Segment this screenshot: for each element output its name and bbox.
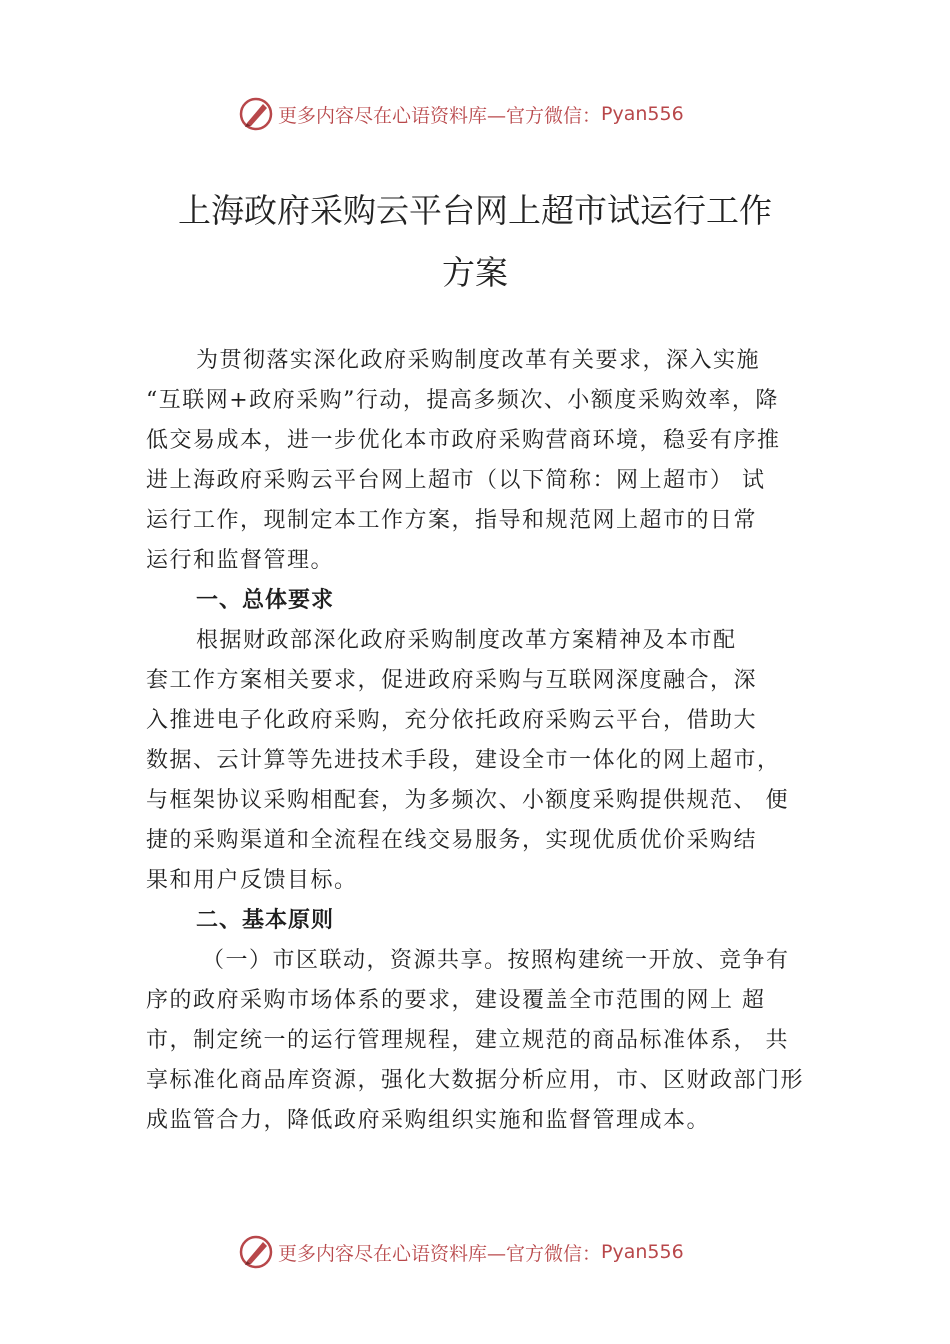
text-line: 与框架协议采购相配套，为多频次、小额度采购提供规范、 便 — [146, 788, 789, 813]
text-line: （一）市区联动，资源共享。按照构建统一开放、竞争有 — [202, 948, 790, 973]
text-line: 果和用户反馈目标。 — [146, 868, 358, 893]
text-line: 低交易成本，进一步优化本市政府采购营商环境，稳妥有序推 — [146, 428, 781, 453]
text-line: 进上海政府采购云平台网上超市（以下简称：网上超市） 试 — [146, 468, 766, 493]
text-line: “互联网+政府采购”行动，提高多频次、小额度采购效率，降 — [146, 388, 779, 413]
pen-logo-icon — [238, 96, 274, 132]
text-line: 运行和监督管理。 — [146, 548, 335, 573]
text-line: 根据财政部深化政府采购制度改革方案精神及本市配 — [196, 628, 737, 653]
banner-wechat-id: Pyan556 — [601, 1241, 684, 1263]
text-line: 数据、云计算等先进技术手段，建设全市一体化的网上超市， — [146, 748, 781, 773]
text-line: 成监管合力，降低政府采购组织实施和监督管理成本。 — [146, 1108, 711, 1133]
section-heading-1: 一、总体要求 — [196, 588, 335, 613]
text-line: 为贯彻落实深化政府采购制度改革有关要求，深入实施 — [196, 348, 761, 373]
banner-text: 更多内容尽在心语资料库—官方微信： — [278, 1242, 602, 1265]
text-line: 捷的采购渠道和全流程在线交易服务，实现优质优价采购结 — [146, 828, 758, 853]
section-heading-2: 二、基本原则 — [196, 908, 335, 933]
pen-logo-icon — [238, 1234, 274, 1270]
document-title — [120, 180, 830, 304]
text-line: 入推进电子化政府采购，充分依托政府采购云平台，借助大 — [146, 708, 758, 733]
text-line: 运行工作，现制定本工作方案，指导和规范网上超市的日常 — [146, 508, 758, 533]
footer-banner — [238, 1232, 684, 1272]
title-line-1: 上海政府采购云平台网上超市试运行工作 — [178, 191, 772, 230]
banner-wechat-id: Pyan556 — [601, 103, 684, 125]
text-line: 市，制定统一的运行管理规程，建立规范的商品标准体系， 共 — [146, 1028, 789, 1053]
text-line: 序的政府采购市场体系的要求，建设覆盖全市范围的网上 超 — [146, 988, 766, 1013]
header-banner — [238, 94, 684, 134]
text-line: 享标准化商品库资源，强化大数据分析应用，市、区财政部门形 — [146, 1068, 805, 1093]
title-line-2: 方案 — [442, 253, 508, 292]
text-line: 套工作方案相关要求，促进政府采购与互联网深度融合，深 — [146, 668, 758, 693]
document-body — [146, 341, 836, 1141]
banner-text: 更多内容尽在心语资料库—官方微信： — [278, 104, 602, 127]
